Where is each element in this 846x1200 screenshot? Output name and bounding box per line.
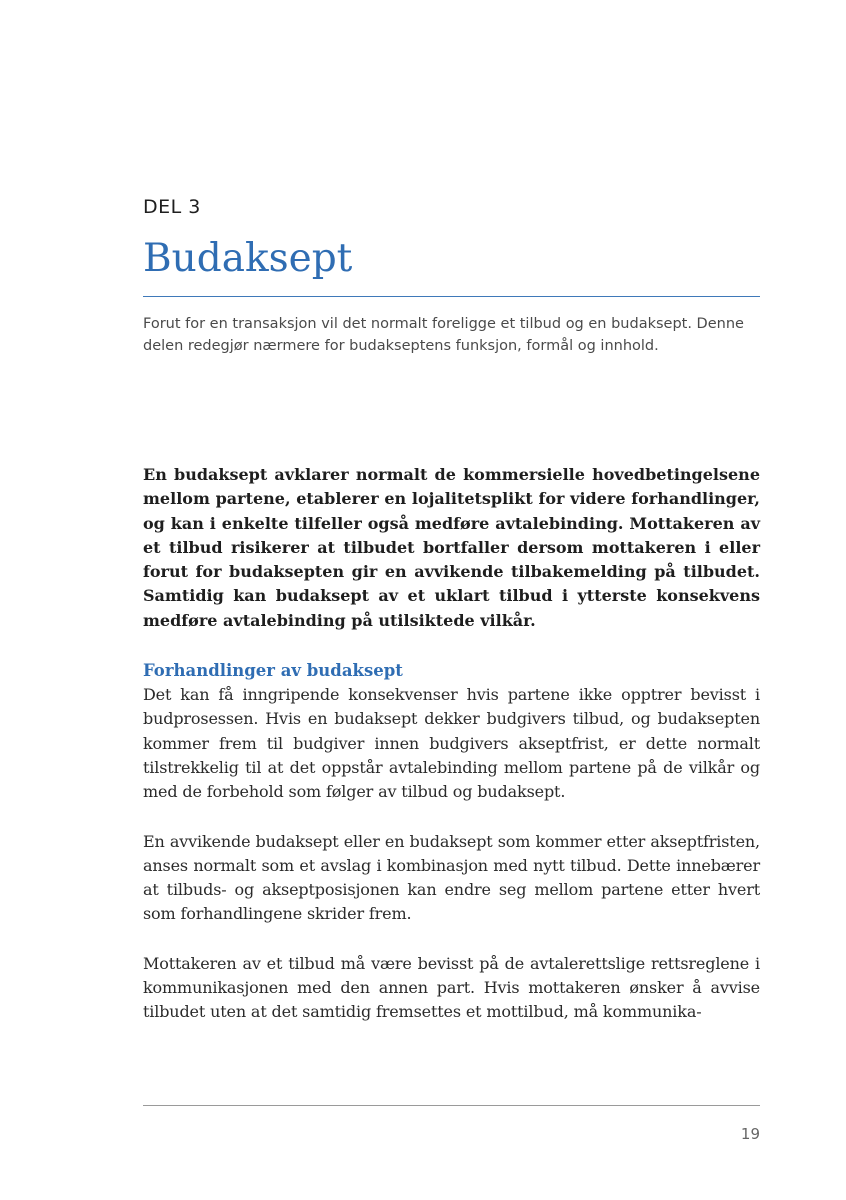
section-title: Budaksept (143, 236, 353, 281)
intro-paragraph: En budaksept avklarer normalt de kommersielle hovedbetingelsene mellom partene, etablerer en lojalitetsplikt for videre forhandlinger, og kan i enkelte tilfeller også medføre avtalebinding. Mottakeren av et tilbud risikerer at tilbudet bortfaller dersom mottakeren i eller forut for budaksepten gir en avvikende tilbakemelding på tilbudet. Samtidig kan budaksept av et uklart tilbud i ytterste konsekvens medføre avtalebinding på utilsiktede vilkår. (143, 465, 760, 630)
page-number: 19 (740, 1125, 760, 1143)
paragraph-3: Mottakeren av et tilbud må være bevisst på de avtalerettslige rettsreglene i kommunikasjonen med den annen part. Hvis mottakeren ønsker å avvise tilbudet uten at det samtidig fremsettes et mottilbud, må kommunika- (143, 953, 760, 1022)
paragraph-2: En avvikende budaksept eller en budaksept som kommer etter akseptfristen, anses normalt som et avslag i kombinasjon med nytt tilbud. Dette innebærer at tilbuds- og akseptposisjonen kan endre seg mellom partene etter hvert som forhandlingene skrider frem. (143, 831, 760, 924)
title-divider (143, 296, 760, 297)
section-lead: Forut for en transaksjon vil det normalt foreligge et tilbud og en budaksept. Denne delen redegjør nærmere for budakseptens funksjon, formål og innhold. (143, 316, 744, 354)
part-label: DEL 3 (143, 196, 201, 218)
body-text (143, 463, 760, 1050)
subheading: Forhandlinger av budaksept (143, 661, 403, 681)
footer-divider (143, 1105, 760, 1106)
paragraph-1: Det kan få inngripende konsekvenser hvis partene ikke opptrer bevisst i budprosessen. Hvis en budaksept dekker budgivers tilbud, og budaksepten kommer frem til budgiver innen budgivers akseptfrist, er dette normalt tilstrekkelig til at det oppstår avtalebinding mellom partene på de vilkår og med de forbehold som følger av tilbud og budaksept. (143, 685, 760, 802)
